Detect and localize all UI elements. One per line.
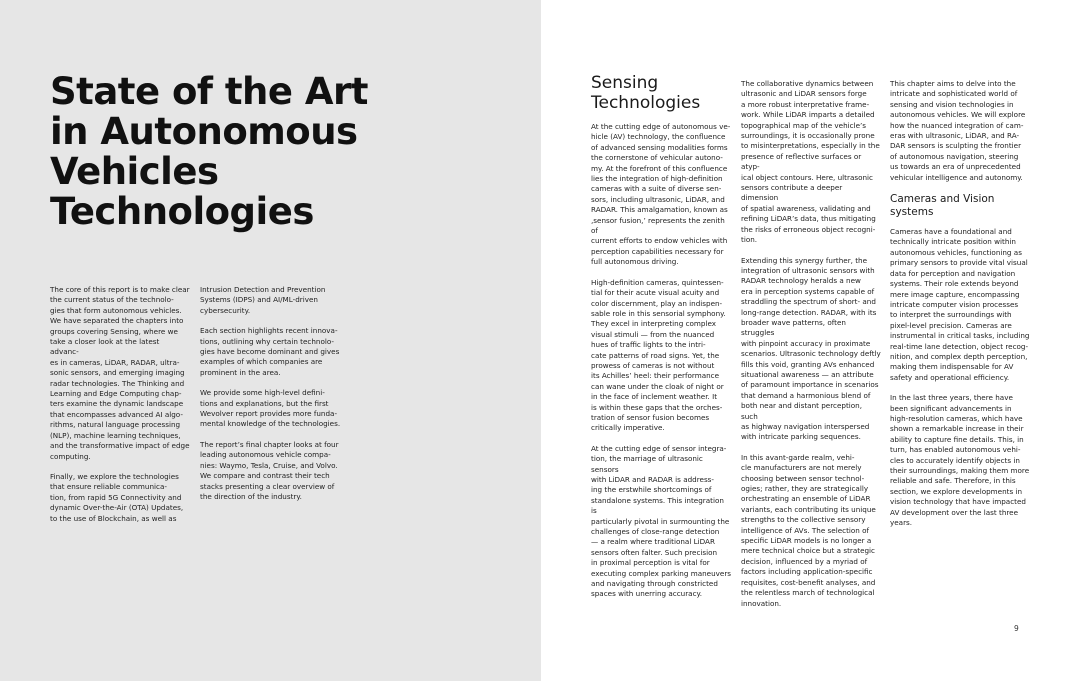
page-number: 9: [1014, 624, 1019, 633]
subsection-title-line: Cameras and Vision: [890, 193, 995, 206]
chapter-title-line: Technologies: [50, 190, 314, 233]
chapter-title-line: Vehicles: [50, 150, 219, 193]
intro-paragraph: Finally, we explore the technologies that ensure reliable communica- tion, from rapid 5G Connectivity and dynamic Over-the-Air (OTA) Updates, to the use of Blockchain, as well as: [50, 471, 184, 523]
body-column-2: [741, 79, 881, 619]
subsection-title-line: systems: [890, 206, 934, 219]
intro-paragraph: The core of this report is to make clear the current status of the technolo- gies that form autonomous vehicles. We have separated the chapters into groups covering Sensing, where we take a closer look at the latest advanc- es in cameras, LiDAR, RADAR, ultra- sonic sensors, and emerging imaging radar technologies. The Thinking and Learning and Edge Computing chap- ters examine the dynamic landscape that encompasses advanced AI algo- rithms, natural language processing (NLP), machine learning techniques, and the transformative impact of edge computing.: [50, 285, 190, 461]
body-paragraph: This chapter aims to delve into the intricate and sophisticated world of sensing and vision technologies in autonomous vehicles. We will explore how the nuanced integration of cam- eras with ultrasonic, LiDAR, and RA- DAR sensors is sculpting the frontier of autonomous navigation, steering us towards an era of unprecedented vehicular intelligence and autonomy.: [890, 79, 1026, 182]
chapter-title: [50, 72, 520, 232]
body-paragraph: In the last three years, there have been significant advancements in high-resolution cameras, which have shown a remarkable increase in their ability to capture fine details. This, in turn, has enabled autonomous vehi- cles to accurately identify objects in their surroundings, making them more reliable and safe. Therefore, in this section, we explore developments in vision technology that have impacted AV development over the last three years.: [890, 393, 1030, 528]
section-title-line: Sensing: [591, 73, 659, 93]
chapter-title-line: in Autonomous: [50, 110, 358, 153]
intro-paragraph: Intrusion Detection and Prevention Systems (IDPS) and AI/ML-driven cybersecurity.: [200, 285, 326, 315]
body-column-1: [591, 122, 731, 610]
intro-paragraph: Each section highlights recent innova- tions, outlining why certain technolo- gies have become dominant and gives examples of which companies are prominent in the area.: [200, 326, 340, 377]
body-column-3: [890, 79, 1030, 538]
section-title-line: Technologies: [591, 93, 701, 113]
body-paragraph: High-definition cameras, quintessen- tial for their acute visual acuity and color discernment, play an indispen- sable role in this sensorial symphony. They excel in interpreting complex visual stimuli — from the nuanced hues of traffic lights to the intri- cate patterns of road signs. Yet, the prowess of cameras is not without its Achilles’ heel: their performance can wane under the cloak of night or in the face of inclement weather. It is within these gaps that the orches- tration of sensor fusion becomes critically imperative.: [591, 277, 726, 433]
section-title: [591, 73, 731, 113]
body-paragraph: Extending this synergy further, the integration of ultrasonic sensors with RADAR technology heralds a new era in perception systems capable of straddling the spectrum of short- and long-range detection. RADAR, with its broader wave patterns, often struggles with pinpoint accuracy in proximate scenarios. Ultrasonic technology deftly fills this void, granting AVs enhanced situational awareness — an attribute of paramount importance in scenarios that demand a harmonious blend of both near and distant perception, such as highway navigation interspersed with intricate parking sequences.: [741, 255, 881, 442]
intro-paragraph: We provide some high-level defini- tions and explanations, but the first Wevolver report provides more funda- mental knowledge of the technologies.: [200, 388, 341, 429]
intro-column-1: [50, 285, 190, 534]
intro-paragraph: The report’s final chapter looks at four leading autonomous vehicle compa- nies: Waymo, Tesla, Cruise, and Volvo. We compare and contrast their tech stacks presenting a clear overview of the direction of the industry.: [200, 439, 339, 501]
body-paragraph: In this avant-garde realm, vehi- cle manufacturers are not merely choosing between sensor technol- ogies; rather, they are strategically orchestrating an ensemble of LiDAR variants, each contributing its unique strengths to the collective sensory intelligence of AVs. The selection of specific LiDAR models is no longer a mere technical choice but a strategic decision, influenced by a myriad of factors including application-specific requisites, cost-benefit analyses, and the relentless march of technological innovation.: [741, 452, 876, 608]
body-paragraph: The collaborative dynamics between ultrasonic and LiDAR sensors forge a more robust interpretative frame- work. While LiDAR imparts a detailed topographical map of the vehicle’s surroundings, it is occasionally prone to misinterpretations, especially in the presence of reflective surfaces or atyp- ical object contours. Here, ultrasonic sensors contribute a deeper dimension of spatial awareness, validating and refining LiDAR’s data, thus mitigating the risks of erroneous object recogni- tion.: [741, 79, 880, 245]
chapter-title-line: State of the Art: [50, 70, 368, 113]
intro-column-2: [200, 285, 345, 512]
body-paragraph: At the cutting edge of sensor integra- tion, the marriage of ultrasonic sensors with LiDAR and RADAR is address- ing the erstwhile shortcomings of standalone systems. This integration is particularly pivotal in surmounting the challenges of close-range detection — a realm where traditional LiDAR sensors often falter. Such precision in proximal perception is vital for executing complex parking maneuvers and navigating through constricted spaces with unerring accuracy.: [591, 443, 732, 599]
body-paragraph: At the cutting edge of autonomous ve- hicle (AV) technology, the confluence of advanced sensing modalities forms the cornerstone of vehicular autono- my. At the forefront of this confluence lies the integration of high-definition cameras with a suite of diverse sen- sors, including ultrasonic, LiDAR, and RADAR. This amalgamation, known as ‚sensor fusion,’ represents the zenith of current efforts to endow vehicles with perception capabilities necessary for full autonomous driving.: [591, 122, 731, 267]
subsection-title: [890, 193, 1030, 219]
body-paragraph: Cameras have a foundational and technically intricate position within autonomous vehicles, functioning as primary sensors to provide vital visual data for perception and navigation systems. Their role extends beyond mere image capture, encompassing intricate computer vision processes to interpret the surroundings with pixel-level precision. Cameras are instrumental in critical tasks, including real-time lane detection, object recog- nition, and complex depth perception, making them indispensable for AV safety and operational efficiency.: [890, 227, 1030, 382]
